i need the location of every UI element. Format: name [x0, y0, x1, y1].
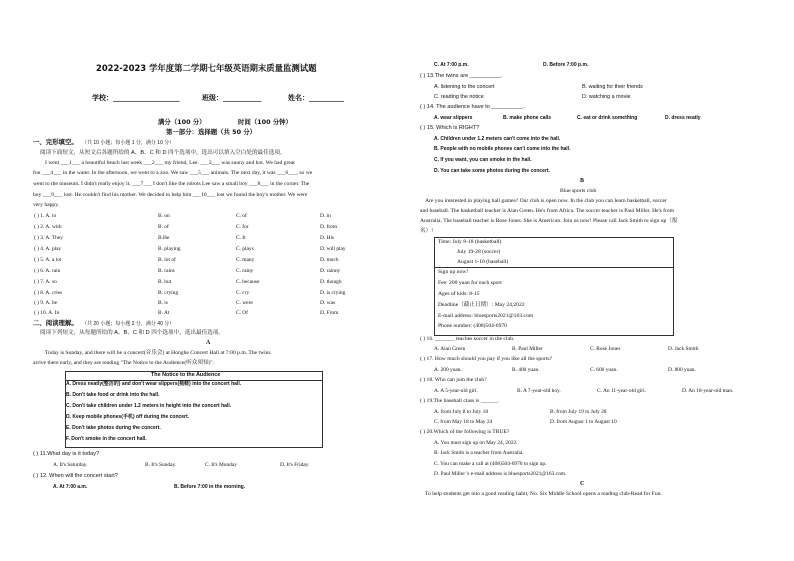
- option-b[interactable]: B.He: [158, 235, 170, 241]
- passage-b-line-2: and baseball. The basketball teacher is Alan Green. He's from Africa. The soccer teacher is Paul Miller. He's from: [420, 208, 675, 214]
- q16-stem: ( ) 16. _______ teaches soccer in the club.: [420, 336, 515, 342]
- option-c[interactable]: C. of: [236, 213, 247, 219]
- club-sign-up: Sign up now!: [438, 269, 469, 275]
- club-phone: Phone number: (408)504-6970: [438, 323, 507, 329]
- passage-a-line-1: Today is Sunday, and there will be a concert(音乐会) at Honghe Concert Hall at 7:00 p.m. The twins: [45, 350, 271, 356]
- cloze-line-1: I went ___1___ a beautiful beach last week ___2___ my friend, Lee. ___3___ was sunny and hot. We had great: [45, 160, 295, 166]
- option-d[interactable]: D. though: [320, 279, 342, 285]
- club-time-basketball: Time: July 8-18 (basketball): [438, 239, 502, 245]
- q15-option-d[interactable]: D. You can take some photos during the concert.: [434, 168, 550, 174]
- q20-option-a[interactable]: A. You must sign up on May 24, 2022.: [434, 440, 518, 446]
- option-c[interactable]: C. plays: [236, 246, 254, 252]
- club-email: E-mail address: bluesports2021@163.com: [438, 313, 534, 319]
- section1-heading: 一、完形填空。: [33, 139, 78, 146]
- option-c[interactable]: C. Of: [236, 310, 248, 316]
- q12-option-b[interactable]: B. Before 7:00 in the morning.: [174, 484, 246, 490]
- q16-option-d[interactable]: D. Jack Smith: [668, 346, 699, 352]
- section2-instruction: 阅读下列短文，从每题所给的 A、B、C 和 D 四个选项中，选出最佳选项。: [40, 330, 224, 336]
- option-c[interactable]: C. It: [236, 235, 246, 241]
- q18-option-b[interactable]: B. A 7-year-old boy.: [517, 388, 561, 394]
- club-deadline: Deadline（截止日期）: May 24,2022: [438, 302, 525, 308]
- full-score: 满分（100 分）: [158, 118, 206, 126]
- q16-option-b[interactable]: B. Paul Miller: [512, 346, 543, 352]
- school-field: 学校：___________________: [92, 94, 180, 102]
- club-box-divider: [434, 267, 673, 268]
- passage-a-line-2: arrive there early, and they are reading "The Notice to the Audience(听众须知)".: [33, 360, 215, 366]
- cloze-line-3: went to the museum. I didn't really enjoy it, ___7___ I don't like the robots Lee saw a small boy ___8___ in the corner. The: [33, 181, 310, 187]
- cloze-line-4: boy ___9___ lost. He couldn't find his mother. We decided to help him ___10___ lost we found the boy's mother. We were: [33, 192, 308, 198]
- notice-item-c: C. Don't take children under 1.2 meters in height into the concert hall.: [66, 403, 232, 409]
- club-fee: Fee: 200 yuan for each sport: [438, 280, 502, 286]
- q19-option-d[interactable]: D. from August 1 to August 10: [550, 419, 617, 425]
- notice-item-f: F. Don't smoke in the concert hall.: [66, 436, 147, 442]
- q12-option-a[interactable]: A. At 7:00 a.m.: [53, 484, 88, 490]
- notice-item-a: A. Dress neatly(整洁的) and don't wear slippers(拖鞋) into the concert hall.: [66, 381, 242, 387]
- q16-option-c[interactable]: C. Rose Jones: [590, 346, 621, 352]
- option-b[interactable]: B. rains: [158, 268, 175, 274]
- cloze-line-5: very happy.: [33, 202, 60, 208]
- option-b[interactable]: B. crying: [158, 290, 179, 296]
- q14-stem: ( ) 14. The audience have to __________.: [420, 104, 525, 110]
- option-b[interactable]: B. lot of: [158, 257, 176, 263]
- q15-option-a[interactable]: A. Children under 1.2 meters can't come into the hall.: [434, 136, 561, 142]
- passage-b-line-1: Are you interested in playing ball games? Our club is open now. In the club you can learn basketball, soccer: [425, 198, 667, 204]
- passage-b-line-3: Australia. The baseball teacher is Rose Jones. She is American. Join us now! Please call Jack Smith to sign up（报: [420, 218, 678, 224]
- q18-stem: ( ) 18. Who can join the club?: [420, 377, 487, 383]
- option-c[interactable]: C. were: [236, 300, 253, 306]
- q14-option-a[interactable]: A. wear slippers: [434, 115, 473, 121]
- passage-b-label: B: [580, 178, 585, 184]
- q15-option-b[interactable]: B. People with no mobile phones can't come into the hall.: [434, 146, 571, 152]
- club-title: Blue sports club: [560, 188, 597, 194]
- name-field: 姓名：__________: [288, 94, 344, 102]
- q11-stem: ( ) 11.What day is it today?: [33, 451, 100, 457]
- option-c[interactable]: C. for: [236, 224, 249, 230]
- section1-note: （共 10 小题；每小题 1 分，满分 10 分）: [82, 140, 175, 146]
- q19-option-b[interactable]: B. from July 19 to July 28: [550, 409, 607, 415]
- q13-option-c[interactable]: C. reading the notice: [434, 94, 484, 100]
- cloze-line-2: fun ___4___ in the water. In the afternoon, we went to a zoo. We saw ___5___ animals. The next day, it was ___6___, so we: [33, 170, 313, 176]
- exam-title: 2022-2023 学年度第二学期七年级英语期末质量监测试题: [96, 63, 317, 73]
- part-one-heading: 第一部分：选择题（共 50 分）: [166, 128, 257, 136]
- option-d[interactable]: D. much: [320, 257, 339, 263]
- option-c[interactable]: C. rainy: [236, 268, 254, 274]
- option-d[interactable]: D. was: [320, 300, 335, 306]
- q12-option-c[interactable]: C. At 7:00 p.m.: [434, 62, 469, 68]
- q14-option-b[interactable]: B. make phone calls: [503, 115, 552, 121]
- option-d[interactable]: D. will play: [320, 246, 346, 252]
- option-c[interactable]: C. many: [236, 257, 255, 263]
- q17-option-d[interactable]: D. 800 yuan.: [668, 367, 696, 373]
- section1-instruction: 阅读下面短文，从短文后各题所给的 A、B、C 和 D 四个选项中，选出可以填入空白处的最佳选项。: [40, 150, 286, 156]
- q13-option-d[interactable]: D. watching a movie: [582, 94, 631, 100]
- q20-option-c[interactable]: C. You can make a call at (408)504-6970 to sign up.: [434, 461, 547, 467]
- passage-b-line-4: 名）!: [420, 228, 434, 234]
- option-b[interactable]: B. At: [158, 310, 170, 316]
- q17-option-a[interactable]: A. 200 yuan.: [434, 367, 462, 373]
- q18-option-c[interactable]: C. An 11-year-old girl.: [597, 388, 646, 394]
- q16-option-a[interactable]: A. Alan Green: [434, 346, 466, 352]
- club-time-baseball: August 1-10 (baseball): [457, 259, 509, 265]
- option-d[interactable]: D. in: [320, 213, 331, 219]
- section2-note: （共 20 小题；每小题 2 分，满分 40 分）: [82, 321, 175, 327]
- q15-option-c[interactable]: C. If you want, you can smoke in the hall.: [434, 157, 532, 163]
- q14-option-c[interactable]: C. eat or drink something: [577, 115, 638, 121]
- passage-a-label: A: [206, 340, 211, 346]
- notice-item-b: B. Don't take food or drink into the hall.: [66, 392, 160, 398]
- option-d[interactable]: D. rainny: [320, 268, 341, 274]
- option-c[interactable]: C. because: [236, 279, 260, 285]
- q13-option-b[interactable]: B. waiting for their friends: [582, 84, 643, 90]
- q18-option-a[interactable]: A. A 5-year-old girl.: [434, 388, 478, 394]
- option-d[interactable]: D. His: [320, 235, 335, 241]
- option-b[interactable]: B. on: [158, 213, 170, 219]
- option-d[interactable]: D. From: [320, 310, 339, 316]
- class-field: 班级：___________: [202, 94, 262, 102]
- q14-option-d[interactable]: D. dress neatly: [665, 115, 701, 121]
- club-time-soccer: July 19-28 (soccer): [457, 249, 501, 255]
- q17-option-c[interactable]: C. 600 yuan.: [590, 367, 618, 373]
- q12-stem: ( ) 12. When will the concert start?: [33, 473, 118, 479]
- q20-option-d[interactable]: D. Paul Miller 's e-mail address is bluesports2021@163.com.: [434, 471, 567, 477]
- option-d[interactable]: D. from: [320, 224, 338, 230]
- club-ages: Ages of kids: 8-15: [438, 291, 480, 297]
- q20-option-b[interactable]: B. Jack Smith is a teacher from Australia.: [434, 450, 524, 456]
- q11-option-a[interactable]: A. It's Saturday.: [53, 462, 88, 468]
- q19-stem: ( ) 19.The baseball class is ______.: [420, 398, 499, 404]
- q11-option-d[interactable]: D. It's Friday.: [280, 462, 310, 468]
- q12-option-d[interactable]: D. Before 7:00 p.m.: [543, 62, 589, 68]
- exam-time: 时间（100 分钟）: [238, 118, 292, 126]
- option-d[interactable]: D. is crying: [320, 290, 346, 296]
- notice-item-d: D. Keep mobile phones(手机) off during the concert.: [66, 414, 190, 420]
- q13-stem: ( ) 13.The twins are __________.: [420, 73, 503, 79]
- q17-stem: ( ) 17. How much should you pay if you like all the sports?: [420, 356, 553, 362]
- passage-c-label: C: [580, 481, 585, 487]
- q18-option-d[interactable]: D. An 18-year-old man.: [682, 388, 734, 394]
- q11-option-b[interactable]: B. It's Sunday.: [145, 462, 177, 468]
- option-b[interactable]: B. of: [158, 224, 169, 230]
- q13-option-a[interactable]: A. listening to the concert: [434, 84, 495, 90]
- notice-title: The Notice to the Audience: [151, 372, 221, 378]
- q15-stem: ( ) 15. Which is RIGHT?: [420, 125, 480, 131]
- option-c[interactable]: C. cry: [236, 290, 250, 296]
- q19-option-a[interactable]: A. from July 8 to July 18: [434, 409, 489, 415]
- q11-option-c[interactable]: C. It's Monday: [205, 462, 237, 468]
- option-b[interactable]: B. is: [158, 300, 168, 306]
- q17-option-b[interactable]: B. 400 yuan.: [512, 367, 540, 373]
- passage-c-line-1: To help students get into a good reading habit, No. Six Middle School opens a reading club-Read for Fun.: [425, 491, 662, 497]
- option-b[interactable]: B. but: [158, 279, 172, 285]
- option-b[interactable]: B. playing: [158, 246, 181, 252]
- q19-option-c[interactable]: C. from May 18 to May 24: [434, 419, 493, 425]
- q20-stem: ( ) 20.Which of the following is TRUE?: [420, 429, 510, 435]
- section2-heading: 二、阅读理解。: [33, 320, 78, 327]
- notice-item-e: E. Don't take photos during the concert.: [66, 425, 161, 431]
